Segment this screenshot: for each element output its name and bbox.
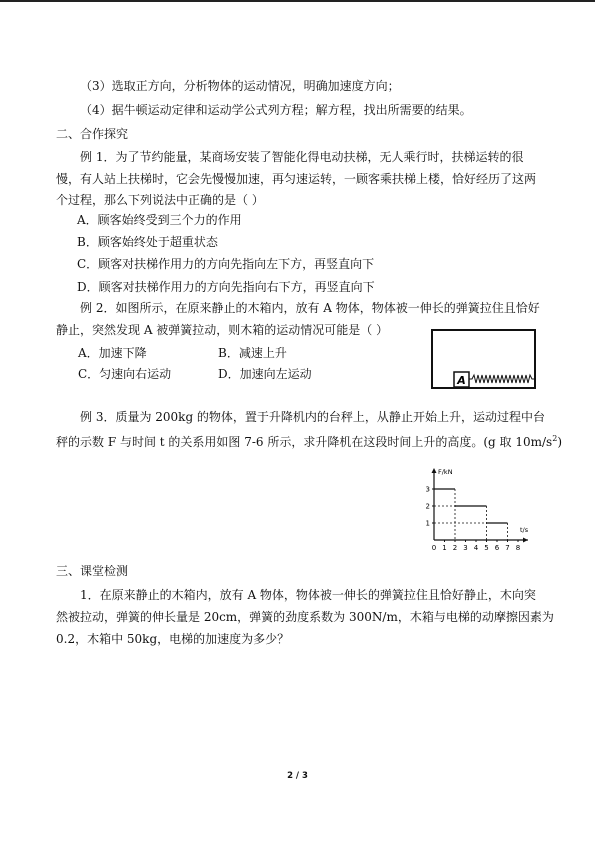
force-time-chart: [418, 464, 538, 552]
box-spring-figure: [430, 328, 538, 390]
question-1-line-2: 然被拉动，弹簧的伸长量是 20cm，弹簧的劲度系数为 300N/m，木箱与电梯的动摩擦因素为: [56, 610, 554, 624]
example-1-option-b: B．顾客始终处于超重状态: [77, 235, 218, 249]
step-4: （4）据牛顿运动定律和运动学公式列方程；解方程，找出所需要的结果。: [80, 103, 472, 117]
question-1-line-3: 0.2，木箱中 50kg，电梯的加速度为多少？: [56, 632, 290, 646]
x-tick-label: 5: [484, 544, 489, 552]
example-3-line-2: [56, 431, 562, 450]
x-tick-label: 8: [515, 544, 521, 552]
example-1-line-2: 慢，有人站上扶梯时，它会先慢慢加速，再匀速运转，一顾客乘扶梯上楼，恰好经历了这两: [56, 172, 537, 186]
x-tick-label: 0: [431, 544, 437, 552]
x-tick-label: 1: [442, 544, 447, 552]
example-1-option-d: D．顾客对扶梯作用力的方向先指向右下方，再竖直向下: [77, 280, 375, 294]
question-1-line-1: 1．在原来静止的木箱内，放有 A 物体，物体被一伸长的弹簧拉住且恰好静止，木向突: [80, 588, 536, 602]
section-heading-classroom-test: 三、课堂检测: [56, 564, 129, 578]
x-axis-arrow: [523, 538, 528, 543]
page-number: 2 / 3: [287, 771, 308, 781]
y-tick-label: 3: [425, 485, 430, 494]
example-3-close-paren: ): [557, 435, 562, 449]
example-1-line-1: 例 1．为了节约能量，某商场安装了智能化得电动扶梯，无人乘行时，扶梯运转的很: [80, 150, 524, 164]
x-tick-label: 4: [473, 544, 479, 552]
example-3-text: 秤的示数 F 与时间 t 的关系用如图 7-6 所示，求升降机在这段时间上升的高度。(g 取 10m/s: [56, 435, 553, 449]
x-tick-label: 2: [452, 544, 458, 552]
example-2-option-b: B．减速上升: [218, 346, 287, 360]
spring: [469, 375, 535, 383]
example-1-line-3: 个过程，那么下列说法中正确的是（ ）: [56, 193, 264, 207]
x-tick-label: 7: [505, 544, 510, 552]
y-tick-label: 2: [425, 502, 430, 511]
step-3: （3）选取正方向，分析物体的运动情况，明确加速度方向；: [80, 79, 400, 93]
example-2-line-2: 静止，突然发现 A 被弹簧拉动，则木箱的运动情况可能是（ ）: [56, 323, 389, 337]
header-rule: [0, 0, 595, 2]
x-tick-label: 6: [494, 544, 500, 552]
example-3-superscript: 2: [552, 434, 558, 443]
example-2-option-d: D．加速向左运动: [218, 367, 312, 381]
section-heading-cooperative: 二、合作探究: [56, 127, 129, 141]
example-1-option-c: C．顾客对扶梯作用力的方向先指向左下方，再竖直向下: [77, 257, 375, 271]
example-3-line-1: 例 3．质量为 200kg 的物体，置于升降机内的台秤上，从静止开始上升，运动过程中台: [80, 410, 545, 424]
example-2-option-a: A．加速下降: [78, 346, 147, 360]
x-tick-label: 3: [463, 544, 468, 552]
y-axis-arrow: [432, 468, 437, 473]
block-a-label: A: [457, 374, 466, 387]
example-2-line-1: 例 2．如图所示，在原来静止的木箱内，放有 A 物体，物体被一伸长的弹簧拉住且恰好: [80, 301, 540, 315]
example-2-option-c: C．匀速向右运动: [78, 367, 172, 381]
y-tick-label: 1: [425, 519, 430, 528]
example-1-option-a: A．顾客始终受到三个力的作用: [77, 213, 242, 227]
y-axis-label: F/kN: [438, 468, 453, 476]
x-axis-label: t/s: [520, 526, 529, 534]
